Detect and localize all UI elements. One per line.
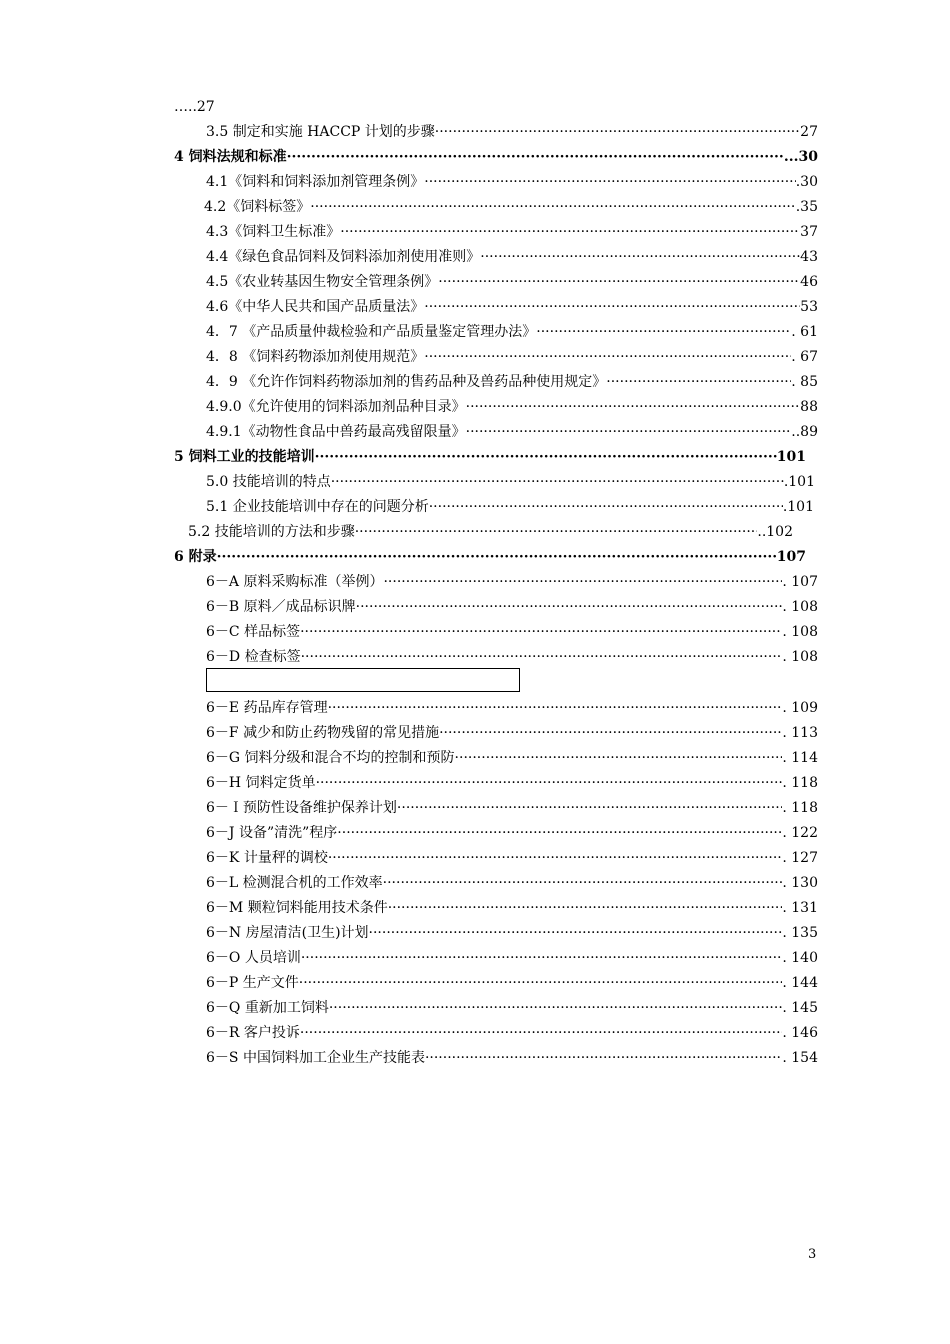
toc-entry-title: 6－S 中国饲料加工企业生产技能表: [206, 1050, 425, 1066]
toc-leader-dots: [425, 1047, 782, 1069]
toc-leader-dots: [466, 421, 792, 443]
toc-leader-dots: [429, 496, 783, 518]
toc-leader-dots: [435, 121, 800, 143]
toc-leader-dots: [438, 271, 800, 293]
toc-entry-page: 46: [800, 274, 818, 290]
toc-entry-page: . 130: [782, 875, 818, 891]
toc-entry-title: 6－G 饲料分级和混合不均的控制和预防: [206, 750, 455, 766]
toc-entry-title: 4 饲料法规和标准: [174, 149, 287, 165]
toc-entry-title: 4.6《中华人民共和国产品质量法》: [206, 299, 425, 315]
toc-entry-page: 43: [800, 249, 818, 265]
toc-leader-dots: [300, 621, 782, 643]
toc-entry-page: . 61: [791, 324, 818, 340]
toc-entry-page: 27: [800, 124, 818, 140]
toc-entry-page: 88: [800, 399, 818, 415]
toc-entry-title: 4.9.0《允许使用的饲料添加剂品种目录》: [206, 399, 466, 415]
toc-entry: [206, 371, 818, 393]
toc-entry-title: 6－M 颗粒饲料能用技术条件: [206, 900, 388, 916]
toc-entry-page: . 67: [791, 349, 818, 365]
toc-leader-dots: [383, 571, 782, 593]
toc-entry: [206, 621, 818, 643]
toc-leader-dots: [301, 947, 783, 969]
toc-entry-title: 6－F 减少和防止药物残留的常见措施: [206, 725, 440, 741]
toc-entry-title: 6－E 药品库存管理: [206, 700, 328, 716]
toc-entry-title: 6－J 设备”清洗”程序: [206, 825, 338, 841]
toc-leader-dots: [356, 596, 783, 618]
toc-entry-title: 6－R 客户投诉: [206, 1025, 300, 1041]
toc-leader-dots: [299, 972, 783, 994]
toc-entry-page: . 146: [782, 1025, 818, 1041]
toc-entry-title: 6－B 原料／成品标识牌: [206, 599, 356, 615]
toc-entry: [206, 496, 814, 518]
toc-entry: [206, 797, 818, 819]
toc-entry: [174, 546, 806, 568]
toc-entry-title: 4.4《绿色食品饲料及饲料添加剂使用准则》: [206, 249, 481, 265]
toc-entry-page: . 85: [791, 374, 818, 390]
toc-entry-title: 6－N 房屋清洁(卫生)计划: [206, 925, 369, 941]
toc-leader-dots: [455, 747, 783, 769]
toc-entry-title: 4.9.1《动物性食品中兽药最高残留限量》: [206, 424, 466, 440]
toc-entry-page: . 108: [782, 649, 818, 665]
toc-entry-title: 6－Q 重新加工饲料: [206, 1000, 329, 1016]
toc-entry: [206, 221, 818, 243]
toc-entry: [206, 697, 818, 719]
toc-continuation: [174, 96, 274, 118]
toc-entry: [206, 246, 818, 268]
toc-entry: [206, 922, 818, 944]
toc-entry-page: . 108: [782, 599, 818, 615]
toc-leader-dots: [439, 722, 782, 744]
toc-entry: [206, 271, 818, 293]
toc-entry: [204, 196, 818, 218]
toc-entry: [206, 471, 815, 493]
toc-entry-title: 4.3《饲料卫生标准》: [206, 224, 341, 240]
toc-entry: [206, 646, 818, 668]
toc-entry-title: 5.1 企业技能培训中存在的问题分析: [206, 499, 429, 515]
toc-leader-dots: [328, 847, 783, 869]
toc-entry-title: 6－H 饲料定货单: [206, 775, 316, 791]
toc-entry-title: 6－Ｉ预防性设备维护保养计划: [206, 800, 397, 816]
toc-entry-title: 4.5《农业转基因生物安全管理条例》: [206, 274, 439, 290]
toc-leader-dots: [397, 797, 782, 819]
toc-entry: [206, 872, 818, 894]
toc-entry-title: 5.0 技能培训的特点: [206, 474, 331, 490]
toc-entry: [206, 997, 818, 1019]
toc-entry-title: 5.2 技能培训的方法和步骤: [188, 524, 355, 540]
toc-leader-dots: [424, 171, 795, 193]
toc-leader-dots: [388, 897, 783, 919]
toc-leader-dots: [315, 446, 777, 468]
toc-leader-dots: [369, 922, 783, 944]
toc-entry: [206, 747, 818, 769]
toc-entry: [206, 1047, 818, 1069]
toc-entry-page: . 113: [782, 725, 818, 741]
toc-leader-dots: [217, 546, 777, 568]
toc-entry: [174, 446, 806, 468]
empty-text-box: [206, 668, 520, 692]
toc-entry-title: 6－K 计量秤的调校: [206, 850, 328, 866]
toc-entry-page: 53: [800, 299, 818, 315]
toc-leader-dots: [536, 321, 791, 343]
toc-leader-dots: [606, 371, 791, 393]
toc-entry-page: . 135: [782, 925, 818, 941]
toc-entry-page: . 122: [782, 825, 818, 841]
toc-entry-page: .30: [795, 174, 818, 190]
toc-entry-title: 4.1《饲料和饲料添加剂管理条例》: [206, 174, 425, 190]
toc-entry-page: . 118: [782, 800, 818, 816]
toc-entry-title: 4．9 《允许作饲料药物添加剂的售药品种及兽药品种使用规定》: [206, 374, 607, 390]
toc-leader-dots: [331, 471, 784, 493]
toc-leader-dots: [328, 697, 783, 719]
toc-entry-page: . 154: [782, 1050, 818, 1066]
toc-continuation-text: …..27: [174, 99, 215, 115]
toc-leader-dots: [480, 246, 800, 268]
toc-entry-title: 6－L 检测混合机的工作效率: [206, 875, 383, 891]
toc-leader-dots: [301, 646, 783, 668]
toc-leader-dots: [287, 146, 784, 168]
toc-entry-page: .101: [782, 499, 814, 515]
toc-entry: [206, 121, 818, 143]
toc-leader-dots: [424, 296, 800, 318]
toc-entry-title: 4.2《饲料标签》: [204, 199, 311, 215]
toc-entry-page: .101: [783, 474, 815, 490]
toc-entry-page: . 131: [782, 900, 818, 916]
toc-entry: [206, 421, 818, 443]
toc-entry-page: . 140: [782, 950, 818, 966]
toc-entry-page: ...30: [783, 149, 818, 165]
toc-entry-page: . 118: [782, 775, 818, 791]
toc-leader-dots: [466, 396, 801, 418]
toc-entry: [206, 772, 818, 794]
toc-entry-title: 6－C 样品标签: [206, 624, 301, 640]
toc-entry-page: .35: [795, 199, 818, 215]
toc-entry-title: 5 饲料工业的技能培训: [174, 449, 315, 465]
toc-entry-title: 3.5 制定和实施 HACCP 计划的步骤: [206, 124, 435, 140]
toc-entry-title: 6 附录: [174, 549, 217, 565]
toc-entry: [206, 596, 818, 618]
toc-entry-page: ..102: [757, 524, 793, 540]
toc-leader-dots: [340, 221, 800, 243]
toc-leader-dots: [300, 1022, 782, 1044]
toc-entry: [206, 722, 818, 744]
toc-entry: [206, 571, 818, 593]
toc-entry-title: 6－D 检查标签: [206, 649, 301, 665]
toc-entry-page: . 145: [782, 1000, 818, 1016]
toc-entry: [188, 521, 793, 543]
toc-entry: [174, 146, 818, 168]
toc-entry-page: . 108: [782, 624, 818, 640]
toc-entry-page: . 127: [782, 850, 818, 866]
toc-entry-page: 37: [800, 224, 818, 240]
toc-entry: [206, 947, 818, 969]
toc-entry: [206, 972, 818, 994]
toc-entry-page: . 107: [782, 574, 818, 590]
toc-entry-page: 101: [776, 449, 806, 465]
toc-entry-title: 6－A 原料采购标准（举例）: [206, 574, 384, 590]
toc-entry-page: 107: [776, 549, 806, 565]
toc-entry: [206, 396, 818, 418]
toc-leader-dots: [329, 997, 783, 1019]
toc-entry: [206, 897, 818, 919]
toc-leader-dots: [316, 772, 783, 794]
toc-leader-dots: [424, 346, 791, 368]
page-number: 3: [808, 1247, 817, 1262]
toc-entry-title: 4．7 《产品质量仲裁检验和产品质量鉴定管理办法》: [206, 324, 537, 340]
toc-leader-dots: [337, 822, 782, 844]
toc-leader-dots: [383, 872, 783, 894]
toc-entry: [206, 346, 818, 368]
toc-entry: [206, 847, 818, 869]
toc-entry: [206, 822, 818, 844]
toc-entry: [206, 296, 818, 318]
toc-entry: [206, 1022, 818, 1044]
toc-leader-dots: [355, 521, 758, 543]
toc-entry-title: 6－P 生产文件: [206, 975, 299, 991]
toc-entry-page: ..89: [791, 424, 818, 440]
toc-entry-title: 6－O 人员培训: [206, 950, 301, 966]
toc-entry-page: . 109: [782, 700, 818, 716]
toc-entry-title: 4．8 《饲料药物添加剂使用规范》: [206, 349, 425, 365]
toc-entry-page: . 114: [782, 750, 818, 766]
toc-entry: [206, 171, 818, 193]
toc-entry-page: . 144: [782, 975, 818, 991]
toc-leader-dots: [310, 196, 795, 218]
toc-entry: [206, 321, 818, 343]
